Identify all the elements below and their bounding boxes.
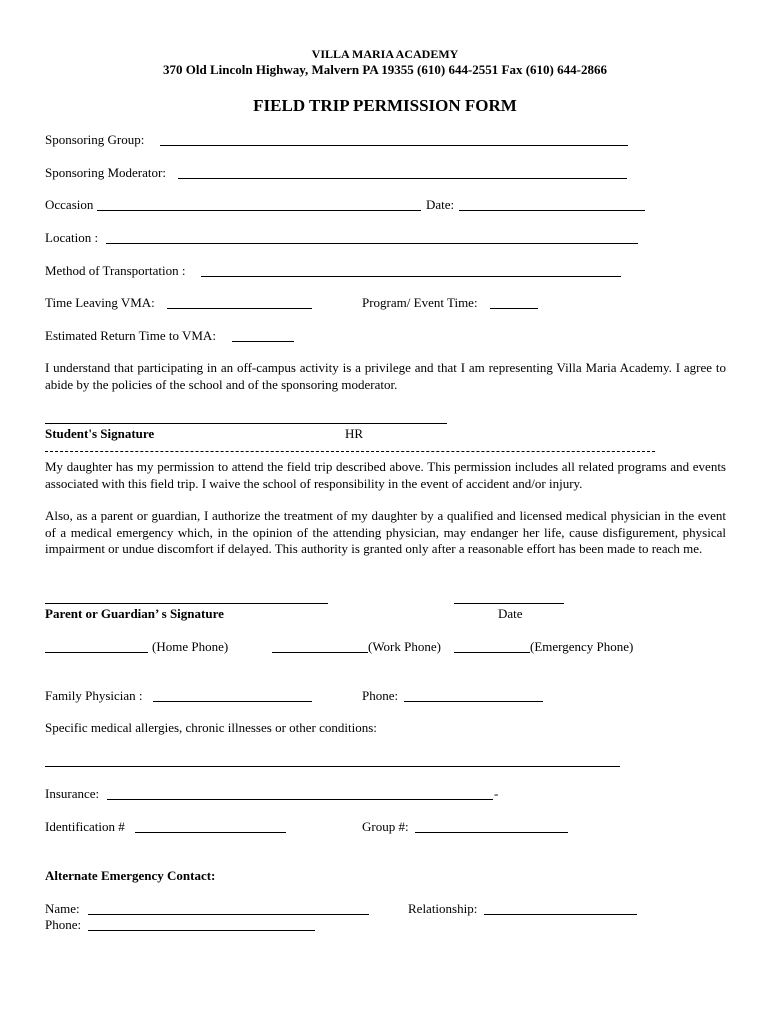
alternate-phone-field[interactable]	[88, 930, 315, 931]
return-time-label: Estimated Return Time to VMA:	[45, 328, 216, 343]
sponsoring-moderator-label: Sponsoring Moderator:	[45, 165, 166, 180]
emergency-phone-field[interactable]	[454, 652, 530, 653]
work-phone-label: (Work Phone)	[368, 639, 441, 654]
school-address: 370 Old Lincoln Highway, Malvern PA 19355 (610) 644-2551 Fax (610) 644-2866	[163, 62, 607, 77]
program-time-label: Program/ Event Time:	[362, 295, 478, 310]
physician-label: Family Physician :	[45, 688, 143, 703]
occasion-label: Occasion	[45, 197, 94, 212]
alternate-phone-label: Phone:	[45, 917, 82, 932]
parent-date-field[interactable]	[454, 603, 564, 604]
medical-authorization-statement: Also, as a parent or guardian, I authorize the treatment of my daughter by a qualified and licensed medical physician in the event of a medical emergency which, in the opinion of the attending physician, may endanger her life, cause disfigurement, physical impairment or undue discomfort if delayed. This authority is granted only after a reasonable effort has been made to reach me.	[45, 508, 726, 556]
sponsoring-group-field[interactable]	[160, 145, 628, 146]
home-phone-field[interactable]	[45, 652, 148, 653]
transportation-field[interactable]	[201, 276, 621, 277]
homeroom-label: HR	[345, 426, 364, 441]
alternate-relationship-field[interactable]	[484, 914, 637, 915]
return-time-field[interactable]	[232, 341, 294, 342]
group-label: Group #:	[362, 819, 409, 834]
date-field[interactable]	[459, 210, 645, 211]
parent-signature-label: Parent or Guardian’ s Signature	[45, 606, 224, 621]
group-field[interactable]	[415, 832, 568, 833]
insurance-suffix: -	[494, 786, 499, 801]
occasion-field[interactable]	[97, 210, 421, 211]
home-phone-label: (Home Phone)	[152, 639, 229, 654]
parent-permission-statement: My daughter has my permission to attend the field trip described above. This permission includes all related programs and events associated with this field trip. I waive the school of responsibility in the event of accident and/or injury.	[45, 459, 726, 491]
physician-phone-field[interactable]	[404, 701, 543, 702]
parent-signature-field[interactable]	[45, 603, 328, 604]
physician-phone-label: Phone:	[362, 688, 399, 703]
student-statement: I understand that participating in an off-campus activity is a privilege and that I am representing Villa Maria Academy. I agree to abide by the policies of the school and of the sponsoring moderator.	[45, 360, 726, 392]
cut-divider	[45, 451, 655, 452]
parent-date-label: Date	[498, 606, 523, 621]
student-signature-field[interactable]	[45, 423, 447, 424]
sponsoring-moderator-field[interactable]	[178, 178, 627, 179]
time-leaving-field[interactable]	[167, 308, 312, 309]
identification-field[interactable]	[135, 832, 286, 833]
identification-label: Identification #	[45, 819, 125, 834]
alternate-contact-heading: Alternate Emergency Contact:	[45, 868, 216, 883]
physician-field[interactable]	[153, 701, 312, 702]
form-title: FIELD TRIP PERMISSION FORM	[253, 96, 517, 115]
student-signature-label: Student's Signature	[45, 426, 155, 441]
location-label: Location :	[45, 230, 99, 245]
program-time-field[interactable]	[490, 308, 538, 309]
alternate-name-field[interactable]	[88, 914, 369, 915]
sponsoring-group-label: Sponsoring Group:	[45, 132, 145, 147]
school-name: VILLA MARIA ACADEMY	[311, 47, 459, 61]
work-phone-field[interactable]	[272, 652, 368, 653]
alternate-relationship-label: Relationship:	[408, 901, 478, 916]
conditions-label: Specific medical allergies, chronic illnesses or other conditions:	[45, 720, 377, 735]
alternate-name-label: Name:	[45, 901, 80, 916]
transportation-label: Method of Transportation :	[45, 263, 186, 278]
date-label: Date:	[426, 197, 455, 212]
emergency-phone-label: (Emergency Phone)	[530, 639, 634, 654]
conditions-field[interactable]	[45, 766, 620, 767]
insurance-field[interactable]	[107, 799, 493, 800]
location-field[interactable]	[106, 243, 638, 244]
insurance-label: Insurance:	[45, 786, 100, 801]
time-leaving-label: Time Leaving VMA:	[45, 295, 155, 310]
